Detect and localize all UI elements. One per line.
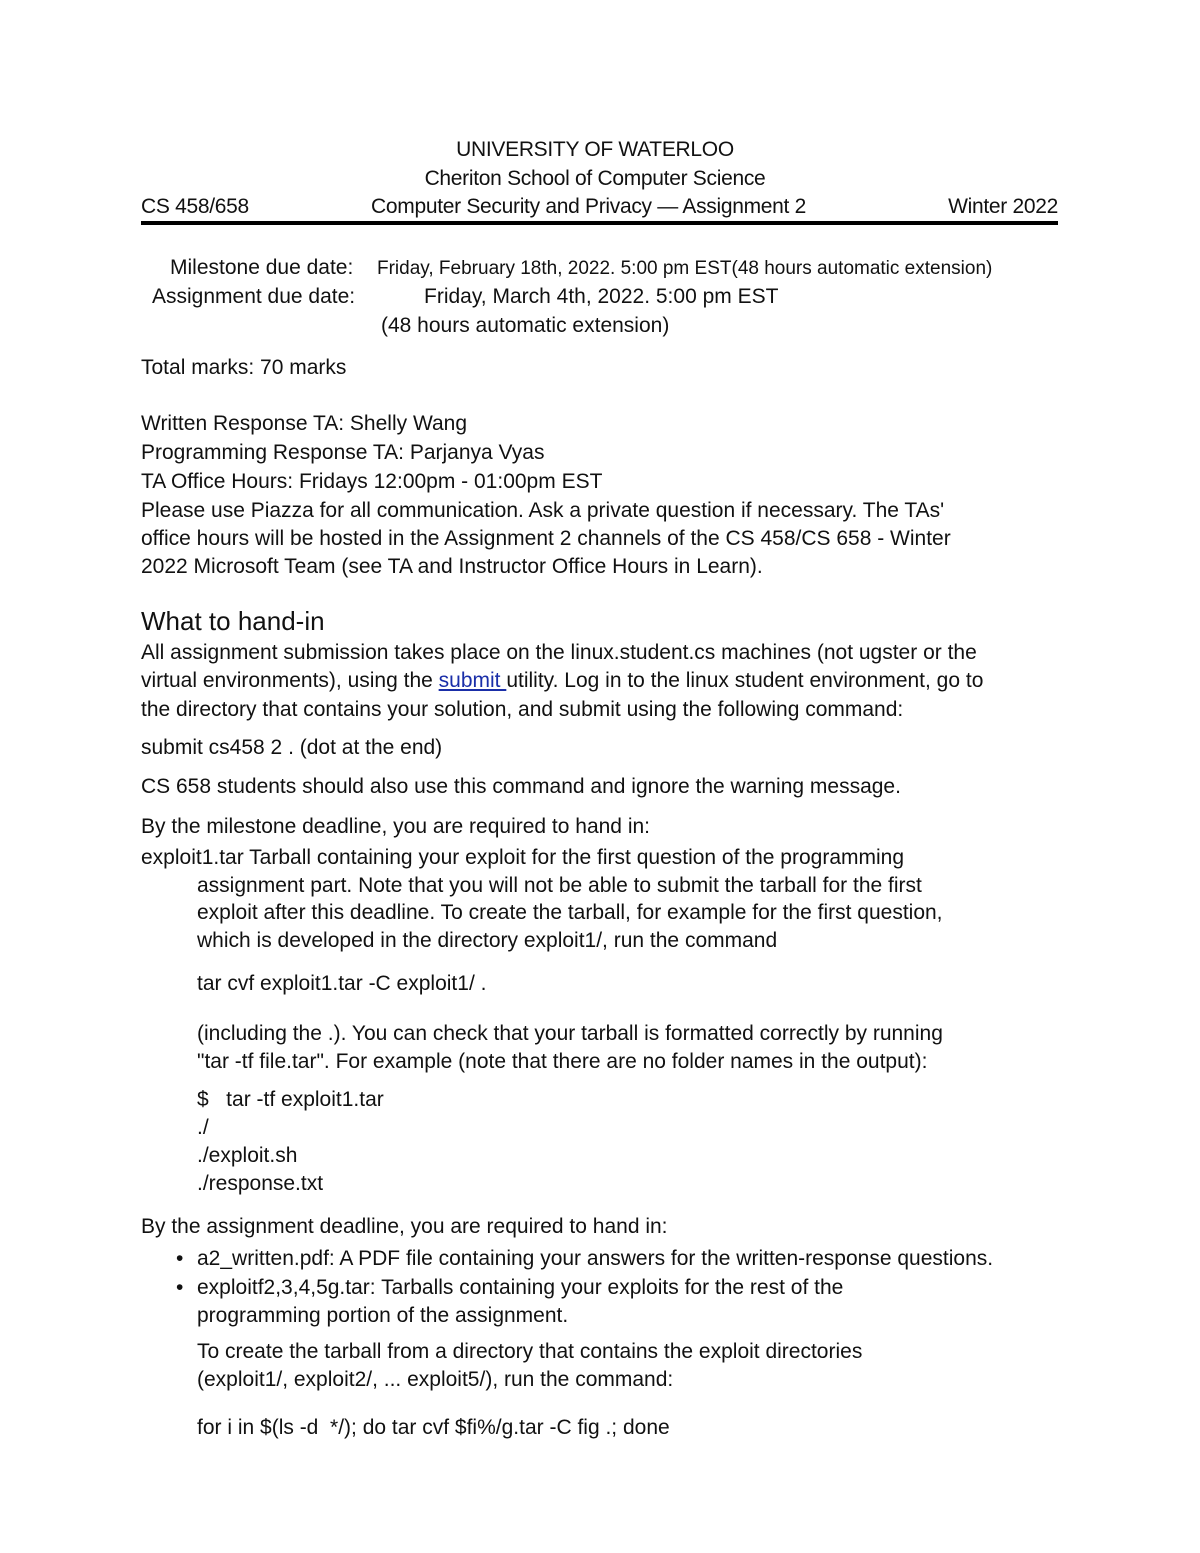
total-marks: Total marks: 70 marks (141, 356, 347, 379)
university-name: UNIVERSITY OF WATERLOO (456, 138, 734, 161)
bullet-written-pdf: • a2_written.pdf: A PDF file containing your answers for the written-response questions. (197, 1245, 993, 1273)
communication-line-3: 2022 Microsoft Team (see TA and Instructor Office Hours in Learn). (141, 555, 763, 578)
listing-line: ./ (197, 1116, 209, 1139)
exploit1-line-1: exploit1.tar Tarball containing your exploit for the first question of the programming (141, 846, 905, 869)
assignment-due-label: Assignment due date: (152, 285, 356, 308)
assignment-due-value: Friday, March 4th, 2022. 5:00 pm EST (424, 285, 779, 308)
listing-line: $ tar -tf exploit1.tar (197, 1088, 384, 1111)
check-line-1: (including the .). You can check that your tarball is formatted correctly by running (197, 1022, 943, 1045)
assignment-intro: By the assignment deadline, you are required to hand in: (141, 1215, 668, 1238)
listing-line: ./exploit.sh (197, 1144, 298, 1167)
exploit1-line-3: exploit after this deadline. To create the tarball, for example for the first question, (197, 901, 943, 924)
header-rule (141, 221, 1058, 225)
programming-ta: Programming Response TA: Parjanya Vyas (141, 441, 545, 464)
exploit1-line-4: which is developed in the directory exploit1/, run the command (197, 929, 778, 952)
handin-line-3: the directory that contains your solution, and submit using the following command: (141, 698, 904, 721)
submit-link[interactable]: submit (438, 669, 507, 692)
for-command: for i in $(ls -d */); do tar cvf $fi%/g.tar -C fig .; done (197, 1416, 670, 1439)
tar-command: tar cvf exploit1.tar -C exploit1/ . (197, 972, 487, 995)
term: Winter 2022 (948, 195, 1058, 218)
communication-line-1: Please use Piazza for all communication. Ask a private question if necessary. The TAs' (141, 499, 945, 522)
handin-line-2 (141, 667, 983, 695)
exploit1-line-2: assignment part. Note that you will not be able to submit the tarball for the first (197, 874, 922, 897)
listing-line: ./response.txt (197, 1172, 324, 1195)
school-name: Cheriton School of Computer Science (424, 167, 766, 190)
handin-line-2-end: utility. Log in to the linux student environment, go to (506, 669, 984, 692)
create-line-1: To create the tarball from a directory that contains the exploit directories (197, 1340, 863, 1363)
milestone-intro: By the milestone deadline, you are required to hand in: (141, 815, 650, 838)
section-heading: What to hand-in (141, 606, 325, 636)
cs658-note: CS 658 students should also use this command and ignore the warning message. (141, 775, 901, 798)
communication-line-2: office hours will be hosted in the Assignment 2 channels of the CS 458/CS 658 - Winter (141, 527, 951, 550)
office-hours: TA Office Hours: Fridays 12:00pm - 01:00pm EST (141, 470, 603, 493)
bullet-exploits-line-2: programming portion of the assignment. (197, 1304, 569, 1327)
assignment-title: Computer Security and Privacy — Assignment 2 (371, 195, 806, 218)
bullet-exploits: • exploitf2,3,4,5g.tar: Tarballs containing your exploits for the rest of the (197, 1274, 843, 1302)
course-code: CS 458/658 (141, 195, 249, 218)
handin-line-1: All assignment submission takes place on the linux.student.cs machines (not ugster or the (141, 641, 977, 664)
written-ta: Written Response TA: Shelly Wang (141, 412, 468, 435)
check-line-2: "tar -tf file.tar". For example (note that there are no folder names in the output): (197, 1050, 928, 1073)
milestone-due-label: Milestone due date: (170, 256, 354, 279)
handin-line-2-start: virtual environments), using the (141, 669, 439, 692)
assignment-extension: (48 hours automatic extension) (381, 314, 670, 337)
submit-command: submit cs458 2 . (dot at the end) (141, 736, 443, 759)
create-line-2: (exploit1/, exploit2/, ... exploit5/), run the command: (197, 1368, 674, 1391)
milestone-due-value: Friday, February 18th, 2022. 5:00 pm EST(48 hours automatic extension) (377, 258, 993, 279)
